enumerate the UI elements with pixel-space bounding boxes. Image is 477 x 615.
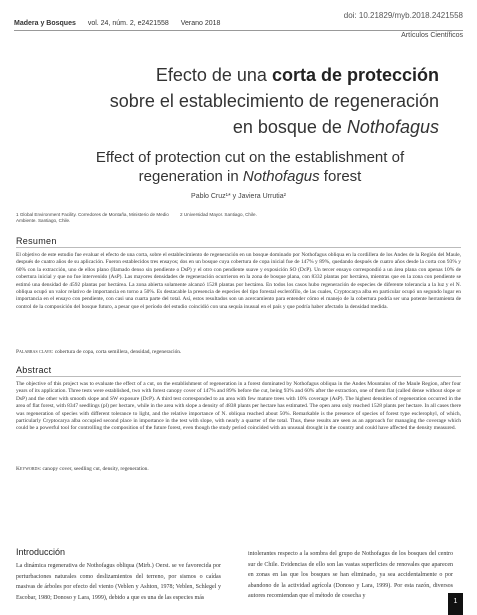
affiliation-2: 2 Universidad Mayor. Santiago, Chile. [180, 212, 257, 217]
article-type: Artículos Científicos [401, 32, 463, 39]
title-en-line2-suffix: forest [319, 168, 362, 185]
introduction-heading: Introducción [16, 547, 66, 557]
abstract-keywords-label: Keywords: [16, 466, 42, 472]
title-es-line3-prefix: en bosque de [232, 117, 347, 137]
abstract-keywords [16, 466, 461, 473]
affiliation-1: 1 Global Environment Facility. Corredores de Montaña, Ministerio de Medio Ambiente. Santiago, Chile. [16, 212, 169, 223]
abstract-text: The objective of this project was to evaluate the effect of a cut, on the establishment of regeneration in a forest dominated by Nothofagus obliqua in the Andes Mountains of the Maule Region, after four years of its application. Three tests were established, two with forest canopy cover of 147% and 89% before the cut, being 93% and 60% after the extraction, one of them flat (called dense without slope or DsP) and the other with smooth slope and SW exposure (DcP). A third test corresponded to an area with few mature trees with 10% coverage (AsP). The highest densities of regeneration occurred in the area of flat forest, with 8347 seedlings (pl) per hectare, while in the area with slope a density of 4838 plants per hectare has estimated. The open area only reached 1528 plants per hectare. In all cases there was regeneration of species with different tolerance to light, and the relative importance of N. obliqua reached about 50%. Remarkable is the presence of species of forest type esclerophyl, of which, particularly Cryptocarya alba occupied second place in importance in the test with slope, with nearly a quarter of the total. Thus, these results are seen as an approach for managing the coverage which could be a powerful tool for controlling the composition of the future forest, even though the study period coincided with an unusual drought in the country and could have affected the density measured. [16, 381, 461, 432]
journal-name: Madera y Bosques [14, 20, 76, 27]
title-es-line1-strong: corta de protección [271, 65, 439, 85]
abstract-heading: Abstract [16, 365, 461, 377]
title-en-line2-prefix: regeneration in [138, 168, 243, 185]
resumen-keywords-label: Palabras clave: [16, 349, 54, 355]
title-en-line1: Effect of protection cut on the establishment of [95, 149, 405, 166]
season: Verano 2018 [180, 20, 221, 27]
volume-info: vol. 24, núm. 2, e2421558 [87, 20, 169, 27]
intro-column-right: intolerantes respecto a la sombra del grupo de Nothofagus de los bosques del centro sur de Chile. Evidencias de ello son las vastas superficies de renovales que aparecen en zonas en las que los bosques se han eliminado, ya sea accidentalmente o por abandono de la actividad agrícola (Donoso y Lara, 1999). Por esta razón, diversos autores recomiendan que el método de cosecha y [248, 551, 453, 599]
page-number: 1 [448, 593, 463, 615]
doi: doi: 10.21829/myb.2018.2421558 [343, 11, 463, 20]
authors: Pablo Cruz¹* y Javiera Urrutia² [191, 193, 286, 200]
resumen-heading: Resumen [16, 236, 461, 248]
title-en-line2-italic: Nothofagus [242, 168, 320, 185]
resumen-text: El objetivo de este estudio fue evaluar el efecto de una corta, sobre el establecimiento de regeneración en un bosque dominado por Nothofagus obliqua en la cordillera de los Andes de la Región del Maule, después de cuatro años de su aplicación. Fueron establecidos tres ensayos; dos en un bosque cuya cobertura de copa inicial fue de 147% y 89%, quedando después de cuatro años desde la corta con 93% y 60% con la extracción, uno de ellos plano (llamado denso sin pendiente o DsP) y el otro con pendiente suave y exposición SO (DcP). Un tercer ensayo correspondió a un área plana con apenas 10% de cobertura inicial y que no fue intervenido (AsP). Las mayores densidades de regeneración ocurrieron en la zona de bosque plana, con 8332 plantas por hectárea, mientras que en la zona con pendiente se estimó una densidad de 4592 plantas por hectárea. La zona abierta solamente alcanzó 1528 plantas por hectárea. En todos los casos hubo regeneración de especies de diferente tolerancia a la luz y el N. obliqua ocupó un valor relativo de importancia en torno a 50%. Es destacable la presencia de especies del tipo forestal esclerófilo, de las cuales, Cryptocarya alba en particular ocupó un segundo lugar en importancia en el ensayo con pendiente, con casi una cuarta parte del total. Así, estos resultados son un acercamiento para entender cómo el manejo de la cobertura podría ser una potente herramienta de control de la composición del bosque futuro, a pesar que el período del estudio coincidió con una sequía inusual en el país y que podría haber afectado la densidad medida. [16, 252, 461, 310]
journal-header [14, 20, 463, 31]
resumen-keywords [16, 349, 461, 356]
title-es-line2: sobre el establecimiento de regeneración [109, 91, 439, 111]
title-spanish [59, 62, 439, 140]
intro-column-left: La dinámica regenerativa de Nothofagus obliqua (Mirb.) Oerst. se ve favorecida por perturbaciones naturales como deslizamientos del terreno, por sismos o caídas masivas de árboles por efecto del viento (Veblen y Ashton, 1978; Veblen, Schlegel y Escobar, 1980; Donoso y Lara, 1999), debido a que es una de las especies más [16, 563, 221, 601]
title-es-line3-italic: Nothofagus [346, 117, 439, 137]
abstract-keywords-list: canopy cover, seedling cut, density, regeneration. [41, 466, 149, 472]
title-es-line1-prefix: Efecto de una [155, 65, 272, 85]
title-english [60, 148, 440, 186]
resumen-keywords-list: cobertura de copa, corta semillera, densidad, regeneración. [53, 349, 182, 355]
